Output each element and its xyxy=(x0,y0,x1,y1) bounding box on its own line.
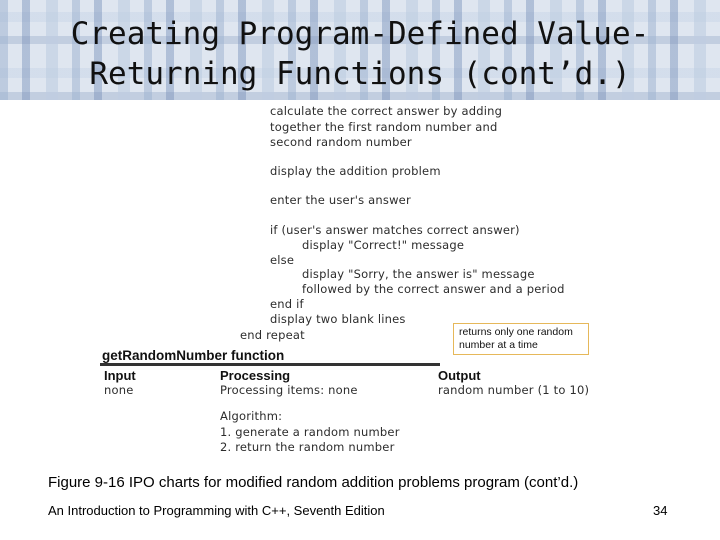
algorithm-line: display the addition problem xyxy=(270,164,441,178)
algorithm-line: together the first random number and xyxy=(270,120,498,134)
algorithm-line: followed by the correct answer and a period xyxy=(302,282,565,296)
input-column-header: Input xyxy=(104,368,136,383)
callout-box: returns only one random number at a time xyxy=(453,323,589,355)
input-value: none xyxy=(104,383,134,397)
processing-column-header: Processing xyxy=(220,368,291,383)
algorithm-line: end if xyxy=(270,297,304,311)
algorithm-label: Algorithm: xyxy=(220,409,283,423)
processing-items: Processing items: none xyxy=(220,383,358,397)
output-value: random number (1 to 10) xyxy=(438,383,590,397)
algorithm-line: enter the user's answer xyxy=(270,193,411,207)
header-rule xyxy=(100,363,440,366)
slide-title-line-1: Creating Program-Defined Value- xyxy=(70,16,650,52)
algorithm-line: end repeat xyxy=(240,328,305,342)
algorithm-line: if (user's answer matches correct answer) xyxy=(270,223,520,237)
algorithm-line: display "Sorry, the answer is" message xyxy=(302,267,535,281)
algorithm-step: 2. return the random number xyxy=(220,440,395,454)
footer-book-title: An Introduction to Programming with C++, Seventh Edition xyxy=(48,503,385,518)
algorithm-line: second random number xyxy=(270,135,412,149)
algorithm-line: else xyxy=(270,253,295,267)
algorithm-line: calculate the correct answer by adding xyxy=(270,104,503,118)
output-column-header: Output xyxy=(438,368,481,383)
algorithm-step: 1. generate a random number xyxy=(220,425,400,439)
function-name: getRandomNumber function xyxy=(102,348,285,363)
figure-caption: Figure 9-16 IPO charts for modified random addition problems program (cont’d.) xyxy=(48,474,579,491)
slide-title-line-2: Returning Functions (cont’d.) xyxy=(89,56,631,92)
slide-title xyxy=(60,14,660,94)
page-number: 34 xyxy=(653,503,668,518)
ipo-chart-figure xyxy=(0,100,720,460)
algorithm-line: display two blank lines xyxy=(270,312,406,326)
algorithm-line: display "Correct!" message xyxy=(302,238,465,252)
